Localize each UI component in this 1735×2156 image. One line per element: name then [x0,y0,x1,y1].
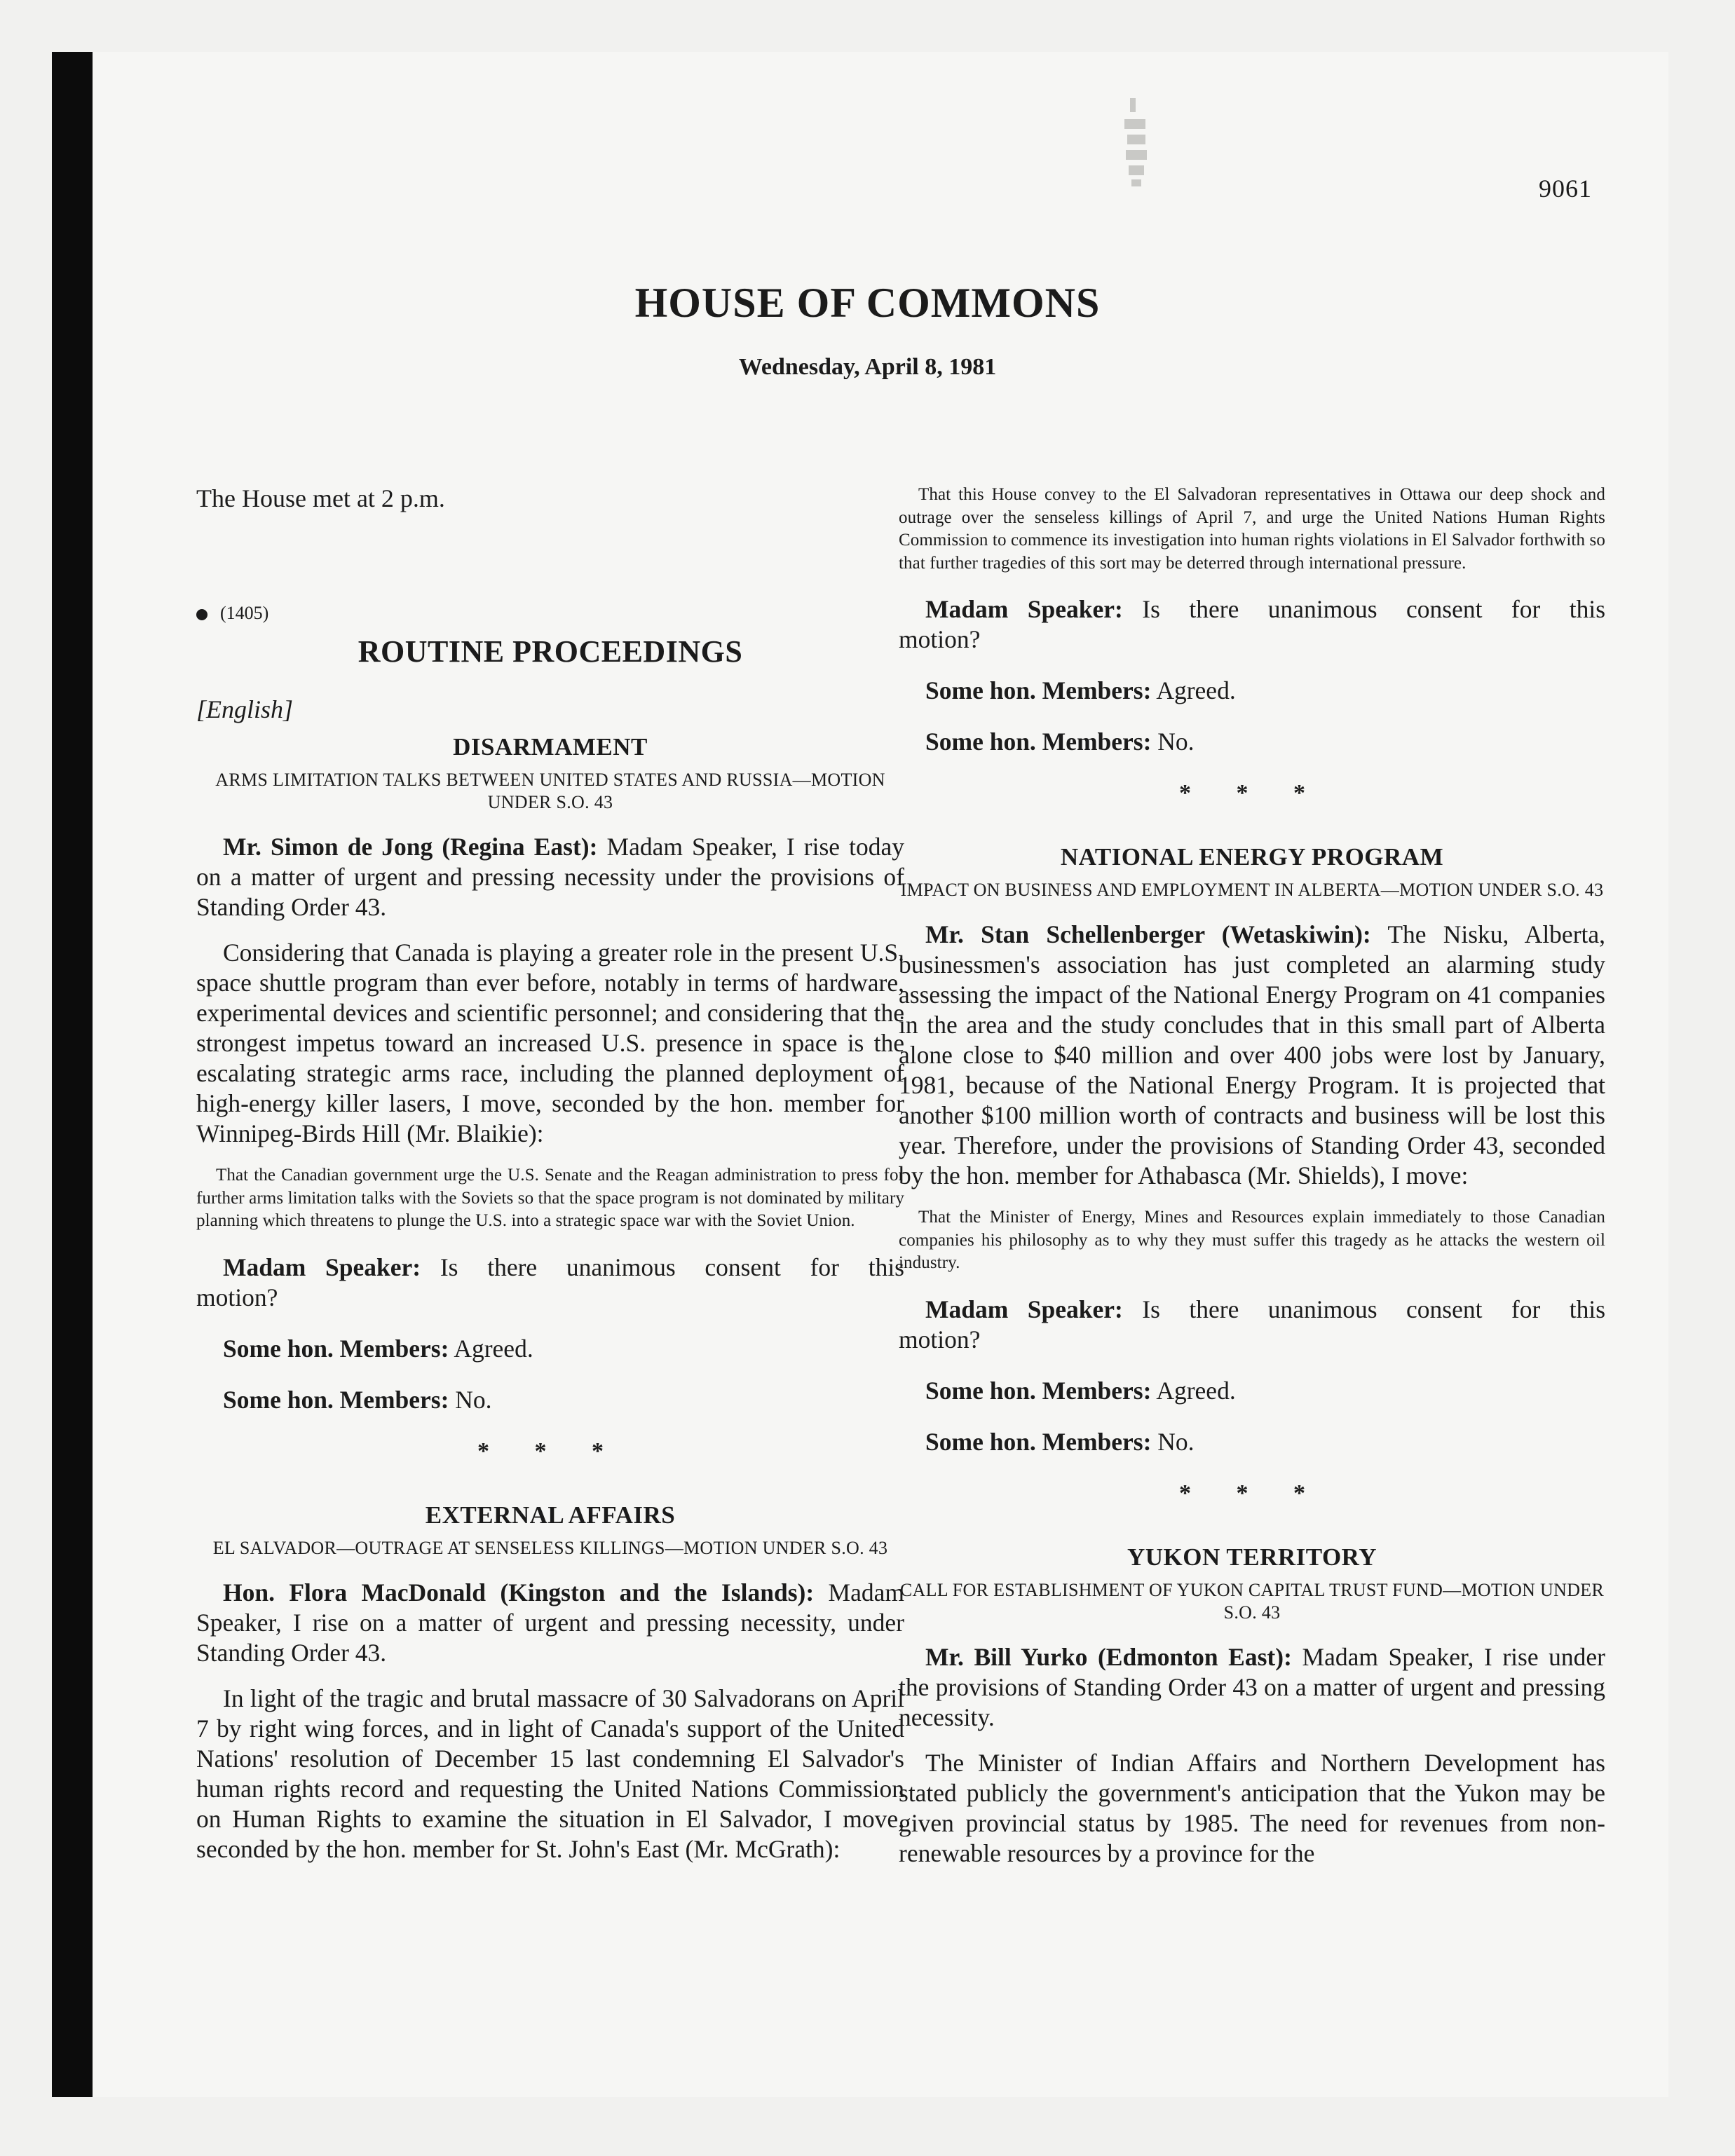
response-text: No. [455,1385,492,1414]
topic-subtitle-el-salvador: EL SALVADOR—OUTRAGE AT SENSELESS KILLINGS—MOTION UNDER S.O. 43 [212,1537,888,1558]
time-stamp-text: (1405) [220,603,269,623]
speech-paragraph: The Minister of Indian Affairs and Northern Development has stated publicly the government's anticipation that the Yukon may be given provincial status by 1985. The need for revenues from non-renewable resources by a province for the [899,1748,1605,1867]
speech-text: Madam Speaker, I rise on a matter of urgent and pressing necessity, under Standing Order 43. [196,1578,904,1667]
speaker-question [196,1253,904,1313]
speech-paragraph: Considering that Canada is playing a greater role in the present U.S. space shuttle program than ever before, notably in terms of hardware, experimental devices and scientific personnel; and considering that the strongest impetus toward an increased U.S. presence in space is the escalating strategic arms race, including the planned deployment of high-energy killer lasers, I move, seconded by the hon. member for Winnipeg-Birds Hill (Mr. Blaikie): [196,939,904,1147]
speaker-name: Some hon. Members: [223,1334,449,1363]
speech-text: Madam Speaker, I rise today on a matter of urgent and pressing necessity under the provisions of Standing Order 43. [196,833,905,921]
members-response [899,727,1605,757]
response-text: Agreed. [454,1334,533,1363]
speaker-name: Madam Speaker: [925,595,1123,623]
topic-title-disarmament: DISARMAMENT [453,733,648,760]
section-title: ROUTINE PROCEEDINGS [358,634,743,669]
masthead-title: HOUSE OF COMMONS [634,280,1101,326]
page-number: 9061 [1539,175,1592,203]
speaker-name: Some hon. Members: [925,676,1152,704]
left-column [196,484,904,1880]
speaker-name: Mr. Stan Schellenberger (Wetaskiwin): [925,920,1371,948]
bullet-icon [196,609,207,620]
masthead-date: Wednesday, April 8, 1981 [738,354,997,380]
sitting-opening-line: The House met at 2 p.m. [196,484,445,512]
time-stamp [196,598,904,628]
response-text: Agreed. [1156,676,1236,704]
section-separator: * * * [477,1438,623,1464]
motion-text: That the Minister of Energy, Mines and Resources explain immediately to those Canadian companies his philosophy as to why they must suffer this tragedy as he attacks the western oil industry. [899,1208,1605,1272]
topic-subtitle-yukon-fund: CALL FOR ESTABLISHMENT OF YUKON CAPITAL TRUST FUND—MOTION UNDER S.O. 43 [899,1579,1605,1623]
speaker-name: Some hon. Members: [223,1385,449,1414]
topic-title-external-affairs: EXTERNAL AFFAIRS [425,1501,676,1529]
speaker-question [899,594,1605,655]
response-text: Agreed. [1156,1376,1236,1405]
question-text: Is there unanimous consent for this motion? [899,595,1606,653]
right-column [899,484,1605,1884]
speaker-name: Mr. Bill Yurko (Edmonton East): [925,1642,1292,1671]
speaker-name: Some hon. Members: [925,1427,1152,1456]
speech-paragraph: In light of the tragic and brutal massacre of 30 Salvadorans on April 7 by right wing forces, and in light of Canada's support of the United Nations' resolution of December 15 last condemning El Salvador's human rights record and requesting the United Nations Commission on Human Rights to examine the situation in El Salvador, I move, seconded by the hon. member for St. John's East (Mr. McGrath): [196,1684,904,1863]
motion-text: That the Canadian government urge the U.S. Senate and the Reagan administration to press for further arms limitation talks with the Soviets so that the space program is not dominated by military planning which threatens to plunge the U.S. into a strategic space war with the Soviet Union. [196,1166,904,1230]
motion-text: That this House convey to the El Salvadoran representatives in Ottawa our deep shock and outrage over the senseless killings of April 7, and urge the United Nations Human Rights Commission to commence its investigation into human rights violations in El Salvador forthwith so that further tragedies of this sort may be deterred through international pressure. [899,485,1605,573]
speaker-question [899,1295,1605,1355]
topic-title-yukon: YUKON TERRITORY [1127,1543,1377,1571]
response-text: No. [1157,1427,1195,1456]
members-response [899,1427,1605,1457]
topic-title-energy-program: NATIONAL ENERGY PROGRAM [1060,843,1444,871]
speech-paragraph [196,1578,904,1668]
question-text: Is there unanimous consent for this motion? [899,1295,1606,1353]
topic-subtitle-disarmament: ARMS LIMITATION TALKS BETWEEN UNITED STATES AND RUSSIA—MOTION UNDER S.O. 43 [215,770,885,812]
faint-stamp-mark [1115,98,1157,189]
response-text: No. [1157,728,1195,756]
speaker-name: Hon. Flora MacDonald (Kingston and the Islands): [223,1578,815,1606]
speech-paragraph [899,920,1605,1191]
members-response [196,1385,904,1415]
speaker-name: Some hon. Members: [925,728,1152,756]
section-separator: * * * [1179,1480,1325,1506]
question-text: Is there unanimous consent for this motion? [196,1253,904,1311]
speaker-name: Mr. Simon de Jong (Regina East): [223,833,598,861]
speaker-name: Madam Speaker: [925,1295,1123,1323]
speaker-name: Some hon. Members: [925,1376,1152,1405]
speech-paragraph [196,832,904,922]
language-tag: [English] [196,695,294,723]
members-response [196,1334,904,1364]
speech-text: Madam Speaker, I rise under the provisions of Standing Order 43 on a matter of urgent and pressing necessity. [899,1642,1605,1731]
section-separator: * * * [1179,780,1325,806]
members-response [899,1376,1605,1406]
topic-subtitle-alberta-impact: IMPACT ON BUSINESS AND EMPLOYMENT IN ALBERTA—MOTION UNDER S.O. 43 [900,880,1604,900]
members-response [899,676,1605,706]
speech-paragraph [899,1642,1605,1733]
speech-text: The Nisku, Alberta, businessmen's association has just completed an alarming study assessing the impact of the National Energy Program on 41 companies in the area and the study concludes that in this small part of Alberta alone close to $40 million and over 400 jobs were lost by January, 1981, because of the National Energy Program. It is projected that another $100 million worth of contracts and business will be lost this year. Therefore, under the provisions of Standing Order 43, seconded by the hon. member for Athabasca (Mr. Shields), I move: [899,920,1606,1189]
speaker-name: Madam Speaker: [223,1253,421,1281]
